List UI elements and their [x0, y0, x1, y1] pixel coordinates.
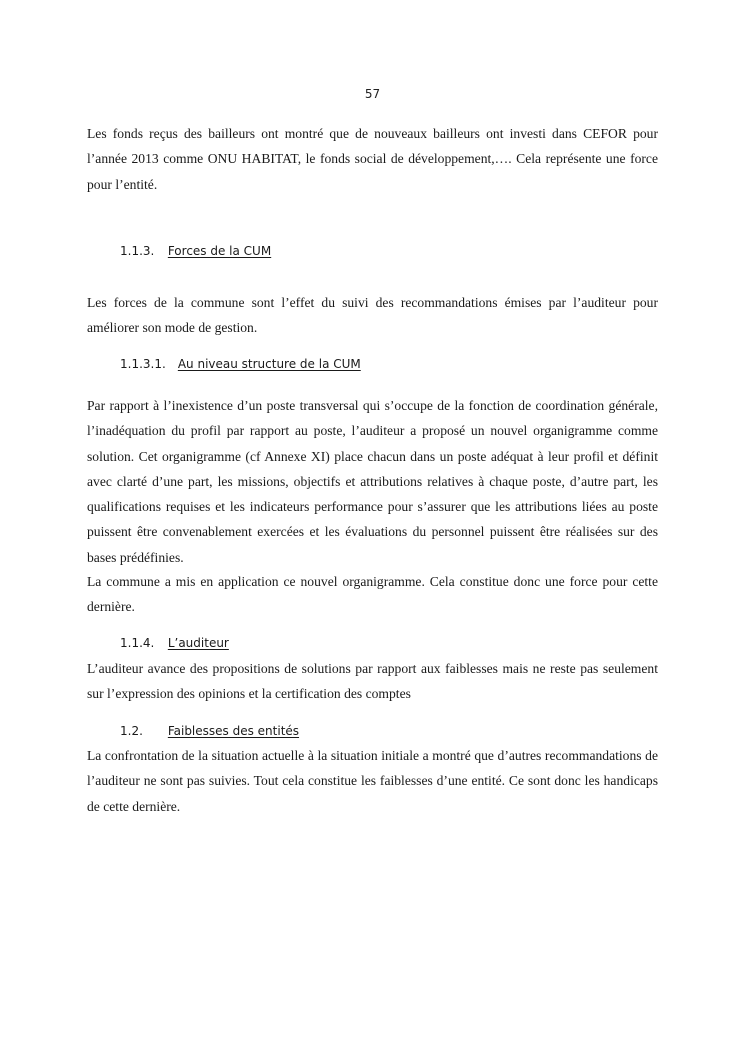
paragraph-weaknesses: La confrontation de la situation actuelle à la situation initiale a montré que d’autres recommandations de l’auditeur ne sont pas suivies. Tout cela constitue les faiblesses d’une entité. Ce sont donc les handicaps de cette dernière. [87, 748, 658, 814]
heading-number: 1.1.3.1. [120, 357, 166, 371]
heading-title: Au niveau structure de la CUM [177, 357, 361, 371]
heading-number: 1.2. [120, 724, 143, 738]
heading-title: Faiblesses des entités [167, 724, 300, 738]
paragraph-organigram-applied: La commune a mis en application ce nouvel organigramme. Cela constitue donc une force pour cette dernière. [87, 574, 658, 615]
heading-number: 1.1.4. [120, 636, 155, 650]
heading-title: L’auditeur [167, 636, 229, 650]
heading-1-1-3-1 [120, 357, 361, 371]
paragraph-organigram: Par rapport à l’inexistence d’un poste transversal qui s’occupe de la fonction de coordination générale, l’inadéquation du profil par rapport au poste, l’auditeur a proposé un nouvel organigramme comme solution. Cet organigramme (cf Annexe XI) place chacun dans un poste adéquat à leur profil et définit avec clarté d’une part, les missions, objectifs et attributions relatives à chaque poste, d’autre part, les qualifications requises et les indicateurs performance pour s’assurer que les attributions liées au poste puissent être convenablement exercées et les évaluations du personnel puissent être réalisées sur des bases prédéfinies. [87, 398, 658, 565]
heading-1-1-3 [120, 244, 271, 258]
page-number: 57 [364, 87, 381, 101]
heading-1-1-4 [120, 636, 229, 650]
heading-1-2 [120, 724, 299, 738]
heading-number: 1.1.3. [120, 244, 155, 258]
paragraph-auditor: L’auditeur avance des propositions de solutions par rapport aux faiblesses mais ne reste pas seulement sur l’expression des opinions et la certification des comptes [87, 661, 658, 702]
heading-title: Forces de la CUM [167, 244, 272, 258]
paragraph-donor-funds: Les fonds reçus des bailleurs ont montré que de nouveaux bailleurs ont investi dans CEFOR pour l’année 2013 comme ONU HABITAT, le fonds social de développement,…. Cela représente une force pour l’entité. [87, 126, 658, 192]
paragraph-commune-strengths: Les forces de la commune sont l’effet du suivi des recommandations émises par l’auditeur pour améliorer son mode de gestion. [87, 295, 658, 336]
